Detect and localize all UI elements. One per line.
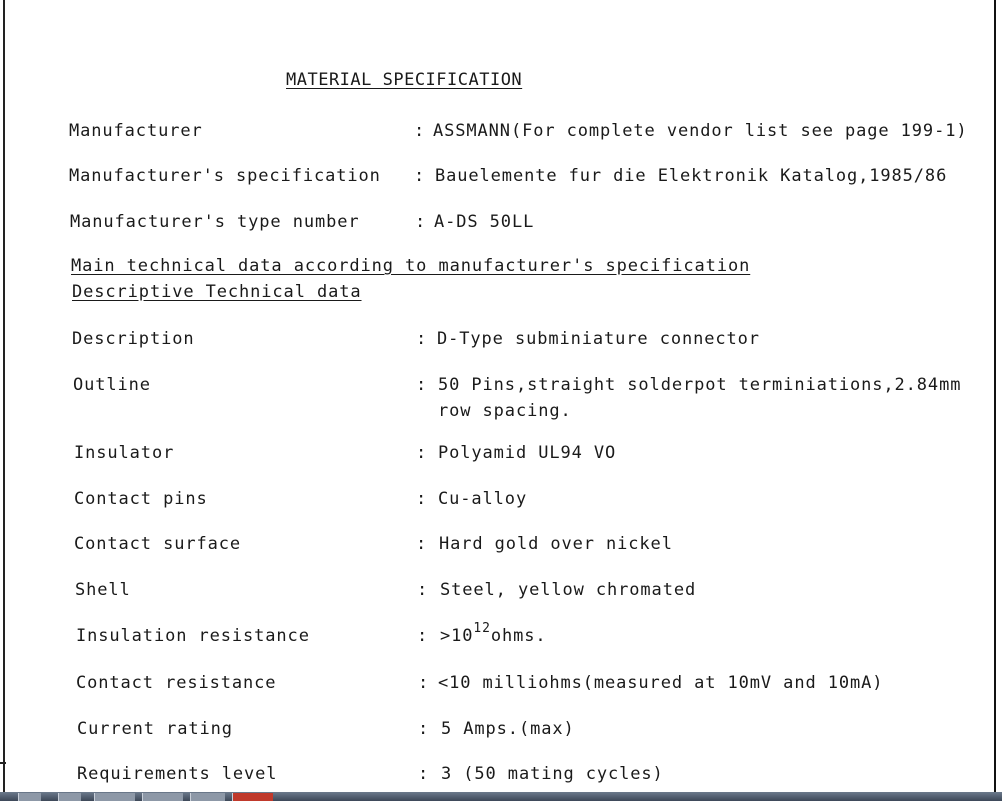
spec-value-line-2: row spacing. bbox=[438, 401, 572, 421]
field-label: Manufacturer's specification bbox=[69, 166, 381, 186]
field-colon: : bbox=[414, 166, 426, 186]
taskbar-app-icon[interactable] bbox=[94, 793, 135, 801]
spec-label: Insulator bbox=[74, 443, 175, 463]
spec-value-base: >10 bbox=[440, 626, 474, 646]
field-colon: : bbox=[415, 212, 427, 232]
taskbar-app-icon[interactable] bbox=[58, 793, 81, 801]
taskbar-app-icon[interactable] bbox=[142, 793, 183, 801]
spec-colon: : bbox=[416, 534, 428, 554]
spec-label: Shell bbox=[75, 580, 131, 600]
spec-value: <10 milliohms(measured at 10mV and 10mA) bbox=[438, 673, 884, 693]
scan-border-left bbox=[3, 0, 5, 792]
spec-value bbox=[438, 372, 961, 424]
spec-label: Insulation resistance bbox=[76, 626, 310, 646]
spec-value-exponent: 12 bbox=[473, 621, 491, 636]
document-title: MATERIAL SPECIFICATION bbox=[286, 70, 523, 90]
taskbar-start-icon[interactable] bbox=[18, 793, 41, 801]
section-heading-descriptive-technical-data: Descriptive Technical data bbox=[72, 282, 362, 302]
spec-colon: : bbox=[416, 329, 428, 349]
section-heading-main-technical-data: Main technical data according to manufacturer's specification bbox=[71, 256, 751, 276]
spec-colon: : bbox=[418, 673, 430, 693]
spec-colon: : bbox=[416, 375, 428, 395]
spec-value: D-Type subminiature connector bbox=[437, 329, 760, 349]
spec-colon: : bbox=[418, 719, 430, 739]
spec-label: Contact surface bbox=[74, 534, 242, 554]
spec-value bbox=[440, 623, 547, 649]
spec-value: Cu-alloy bbox=[438, 489, 528, 509]
spec-label: Requirements level bbox=[77, 764, 278, 784]
spec-label: Description bbox=[72, 329, 195, 349]
os-taskbar bbox=[0, 792, 1002, 801]
scan-border-right bbox=[994, 0, 996, 792]
field-colon: : bbox=[414, 121, 426, 141]
spec-colon: : bbox=[416, 489, 428, 509]
spec-value: 5 Amps.(max) bbox=[441, 719, 575, 739]
field-label: Manufacturer's type number bbox=[70, 212, 360, 232]
spec-value: 3 (50 mating cycles) bbox=[441, 764, 664, 784]
spec-value: Polyamid UL94 VO bbox=[438, 443, 617, 463]
spec-label: Outline bbox=[73, 375, 151, 395]
field-label: Manufacturer bbox=[69, 121, 203, 141]
spec-value-unit: ohms. bbox=[490, 626, 547, 646]
field-value: Bauelemente fur die Elektronik Katalog,1985/86 bbox=[435, 166, 948, 186]
field-value: ASSMANN(For complete vendor list see page 199-1) bbox=[433, 121, 968, 141]
spec-colon: : bbox=[417, 580, 429, 600]
taskbar-pdf-icon[interactable] bbox=[232, 793, 273, 801]
spec-value: Hard gold over nickel bbox=[439, 534, 673, 554]
spec-colon: : bbox=[417, 626, 429, 646]
spec-value-line-1: 50 Pins,straight solderpot terminiations,2.84mm bbox=[438, 375, 962, 395]
spec-label: Contact pins bbox=[74, 489, 208, 509]
spec-colon: : bbox=[418, 764, 430, 784]
spec-label: Contact resistance bbox=[76, 673, 277, 693]
field-value: A-DS 50LL bbox=[434, 212, 535, 232]
spec-label: Current rating bbox=[77, 719, 233, 739]
spec-colon: : bbox=[416, 443, 428, 463]
spec-value: Steel, yellow chromated bbox=[440, 580, 697, 600]
scan-border-tick bbox=[0, 762, 6, 764]
taskbar-app-icon[interactable] bbox=[190, 793, 225, 801]
